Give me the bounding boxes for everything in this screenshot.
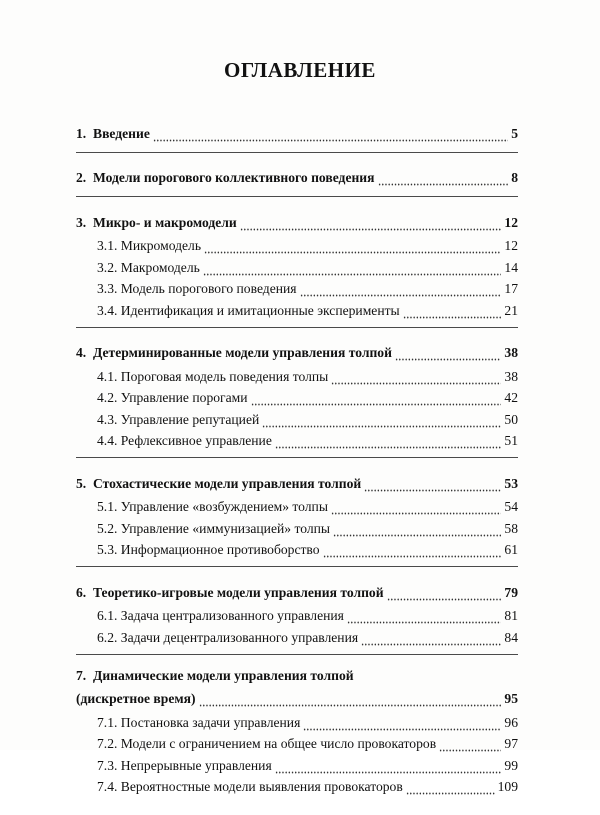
dot-leader: [203, 264, 502, 276]
chapter-number: 4.: [76, 345, 87, 360]
chapter-title: Динамические модели управления толпой: [93, 667, 354, 683]
dot-leader: [347, 612, 501, 624]
toc-section[interactable]: [76, 624, 518, 646]
section-number: 3.2.: [97, 259, 118, 275]
chapter-page: 79: [504, 584, 518, 600]
section-number: 3.1.: [97, 238, 118, 253]
dot-leader: [275, 762, 502, 774]
toc-chapter: [76, 470, 518, 567]
chapter-number: 6.: [76, 584, 87, 600]
toc-chapter-heading-continued[interactable]: [76, 686, 518, 708]
section-page: 17: [504, 281, 518, 296]
chapter-page: 53: [504, 475, 518, 491]
section-title: Пороговая модель поведения толпы: [120, 368, 329, 384]
chapter-number: 5.: [76, 475, 87, 491]
section-page: 96: [504, 714, 518, 730]
chapter-number: 1.: [76, 125, 87, 141]
chapter-page: 95: [504, 691, 518, 706]
toc-section[interactable]: [76, 515, 518, 537]
toc-chapter: [76, 209, 518, 328]
section-page: 42: [504, 390, 518, 405]
chapter-number: 7.: [76, 667, 87, 683]
toc-section[interactable]: [76, 233, 518, 255]
dot-leader: [406, 783, 495, 795]
page-title: ОГЛАВЛЕНИЕ: [224, 58, 376, 82]
section-number: 4.2.: [97, 390, 118, 405]
chapter-title: Модели порогового коллективного поведения: [93, 170, 375, 185]
section-number: 4.1.: [97, 368, 118, 384]
table-of-contents: [76, 120, 518, 815]
section-title: Идентификация и имитационные эксперименты: [120, 302, 400, 318]
toc-chapter-heading[interactable]: [76, 340, 518, 362]
section-number: 3.4.: [97, 302, 118, 318]
section-number: 3.3.: [97, 281, 118, 296]
section-page: 38: [504, 368, 518, 384]
chapter-title: Микро- и макромодели: [93, 214, 237, 230]
chapter-title: Стохастические модели управления толпой: [93, 475, 362, 491]
section-number: 7.4.: [97, 779, 118, 794]
section-number: 6.2.: [97, 629, 118, 645]
dot-leader: [240, 219, 502, 231]
toc-chapter-heading[interactable]: [76, 209, 518, 231]
section-page: 61: [504, 542, 518, 557]
section-page: 54: [504, 499, 518, 514]
dot-leader: [199, 695, 502, 707]
dot-leader: [323, 546, 502, 558]
section-page: 51: [504, 433, 518, 448]
toc-section[interactable]: [76, 603, 518, 625]
toc-section[interactable]: [76, 709, 518, 731]
section-number: 6.1.: [97, 608, 118, 623]
section-title: Управление «возбуждением» толпы: [120, 499, 328, 514]
toc-section[interactable]: [76, 752, 518, 774]
dot-leader: [262, 416, 501, 428]
section-number: 5.2.: [97, 520, 118, 536]
section-title: Модель порогового поведения: [120, 281, 297, 296]
section-page: 84: [504, 629, 518, 645]
dot-leader: [439, 740, 501, 752]
section-title: Информационное противоборство: [120, 542, 320, 557]
section-number: 7.2.: [97, 736, 118, 751]
chapter-title: Теоретико-игровые модели управления толпой: [93, 584, 384, 600]
toc-chapter: [76, 579, 518, 655]
section-number: 7.1.: [97, 714, 118, 730]
section-title: Микромодель: [120, 238, 202, 253]
dot-leader: [204, 242, 501, 254]
toc-chapter-heading[interactable]: [76, 667, 518, 684]
section-number: 7.3.: [97, 757, 118, 773]
chapter-page: 5: [511, 125, 518, 141]
toc-section[interactable]: [76, 276, 518, 298]
dot-leader: [387, 589, 502, 601]
toc-section[interactable]: [76, 494, 518, 516]
toc-chapter-heading[interactable]: [76, 165, 518, 187]
toc-section[interactable]: [76, 385, 518, 407]
dot-leader: [275, 437, 502, 449]
section-page: 81: [504, 608, 518, 623]
section-number: 4.3.: [97, 411, 118, 427]
chapter-title-continued: (дискретное время): [76, 691, 196, 706]
toc-section[interactable]: [76, 254, 518, 276]
section-title: Задача централизованного управления: [120, 608, 344, 623]
toc-chapter: [76, 667, 518, 804]
section-title: Рефлексивное управление: [120, 433, 272, 448]
section-title: Вероятностные модели выявления провокаторов: [120, 779, 403, 794]
section-title: Непрерывные управления: [120, 757, 272, 773]
section-title: Модели с ограничением на общее число провокаторов: [120, 736, 437, 751]
section-title: Управление «иммунизацией» толпы: [120, 520, 331, 536]
chapter-page: 8: [511, 170, 518, 185]
dot-leader: [378, 174, 509, 186]
section-number: 5.1.: [97, 499, 118, 514]
toc-chapter-heading[interactable]: [76, 120, 518, 142]
dot-leader: [333, 525, 501, 537]
dot-leader: [153, 130, 508, 142]
dot-leader: [303, 719, 501, 731]
toc-section[interactable]: [76, 363, 518, 385]
section-title: Задачи децентрализованного управления: [120, 629, 359, 645]
chapter-page: 38: [504, 345, 518, 360]
section-page: 58: [504, 520, 518, 536]
chapter-page: 12: [504, 214, 518, 230]
section-title: Макромодель: [120, 259, 200, 275]
dot-leader: [251, 394, 502, 406]
section-page: 50: [504, 411, 518, 427]
section-page: 14: [504, 259, 518, 275]
section-page: 109: [497, 779, 518, 794]
section-number: 4.4.: [97, 433, 118, 448]
toc-chapter: [76, 165, 518, 198]
toc-section[interactable]: [76, 406, 518, 428]
section-title: Управление порогами: [120, 390, 248, 405]
dot-leader: [300, 285, 502, 297]
dot-leader: [403, 307, 502, 319]
toc-chapter-heading[interactable]: [76, 579, 518, 601]
section-page: 21: [504, 302, 518, 318]
toc-chapter: [76, 340, 518, 459]
toc-chapter: [76, 120, 518, 153]
dot-leader: [395, 349, 501, 361]
chapter-number: 2.: [76, 170, 87, 185]
section-title: Управление репутацией: [120, 411, 260, 427]
toc-section[interactable]: [76, 297, 518, 319]
chapter-title: Введение: [93, 125, 150, 141]
chapter-title: Детерминированные модели управления толпой: [93, 345, 392, 360]
section-page: 12: [504, 238, 518, 253]
chapter-number: 3.: [76, 214, 87, 230]
toc-chapter-heading[interactable]: [76, 470, 518, 492]
section-page: 97: [504, 736, 518, 751]
dot-leader: [331, 503, 501, 515]
section-page: 99: [504, 757, 518, 773]
dot-leader: [361, 634, 501, 646]
toc-section[interactable]: [76, 731, 518, 753]
toc-section[interactable]: [76, 428, 518, 450]
toc-section[interactable]: [76, 774, 518, 796]
dot-leader: [331, 373, 501, 385]
dot-leader: [364, 480, 501, 492]
section-title: Постановка задачи управления: [120, 714, 301, 730]
section-number: 5.3.: [97, 542, 118, 557]
toc-section[interactable]: [76, 537, 518, 559]
